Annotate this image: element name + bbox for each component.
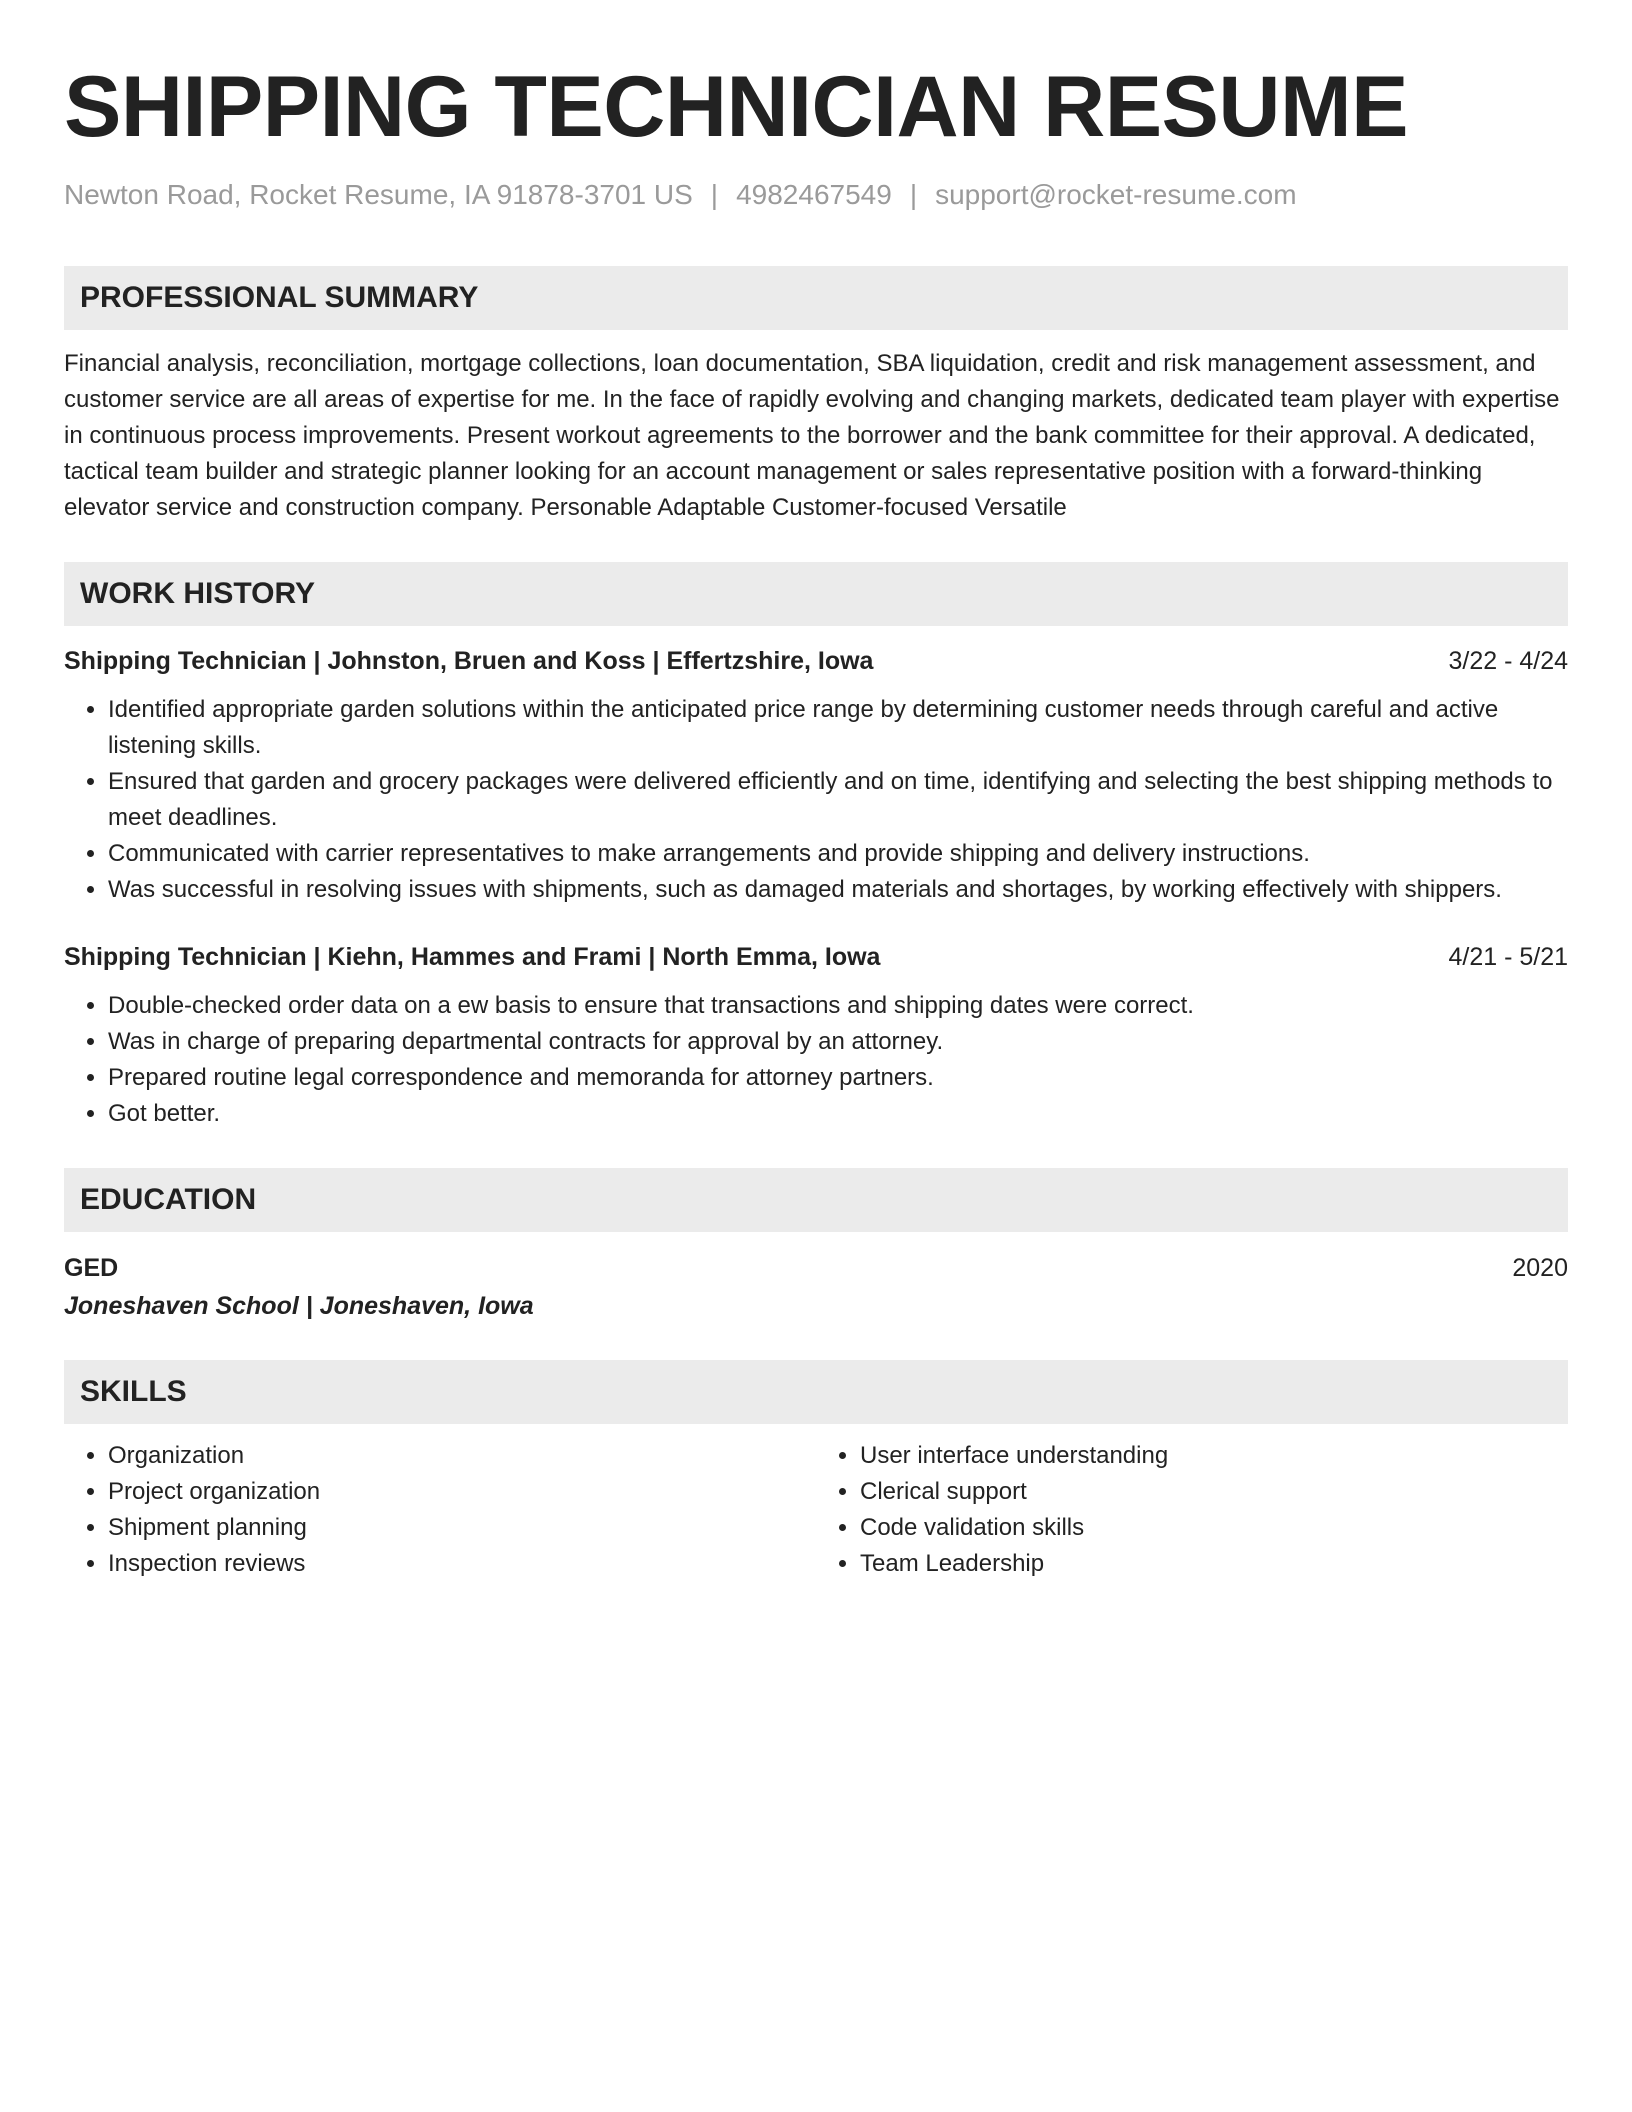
- list-item: • Double-checked order data on a ew basis to ensure that transactions and shipping dates were correct.: [108, 988, 1568, 1024]
- contact-separator: |: [710, 179, 719, 210]
- list-item: • Clerical support: [860, 1474, 1568, 1510]
- job-dates: 3/22 - 4/24: [1448, 646, 1568, 675]
- list-item: • Team Leadership: [860, 1546, 1568, 1582]
- job-bullets: [64, 692, 1568, 908]
- skills-list-left: [64, 1438, 816, 1582]
- list-item: • Organization: [108, 1438, 816, 1474]
- section-heading-summary: PROFESSIONAL SUMMARY: [64, 266, 1568, 330]
- list-item: • Was successful in resolving issues with shipments, such as damaged materials and shortages, by working effectively with shippers.: [108, 872, 1568, 908]
- contact-phone: 4982467549: [736, 179, 892, 210]
- job-header: [64, 940, 1568, 974]
- contact-line: [64, 178, 1568, 212]
- skills-list-right: [816, 1438, 1568, 1582]
- job-title: Shipping Technician | Johnston, Bruen and Koss | Effertzshire, Iowa: [64, 646, 874, 675]
- list-item: • Got better.: [108, 1096, 1568, 1132]
- list-item: • Ensured that garden and grocery packages were delivered efficiently and on time, identifying and selecting the best shipping methods to meet deadlines.: [108, 764, 1568, 836]
- education-header: [64, 1250, 1568, 1286]
- section-heading-education: EDUCATION: [64, 1168, 1568, 1232]
- resume-title: SHIPPING TECHNICIAN RESUME: [64, 59, 1409, 155]
- job-entry: [64, 644, 1568, 908]
- summary-text: Financial analysis, reconciliation, mortgage collections, loan documentation, SBA liquidation, credit and risk management assessment, and customer service are all areas of expertise for me. In the face of rapidly evolving and changing markets, dedicated team player with expertise in continuous process improvements. Present workout agreements to the borrower and the bank committee for their approval. A dedicated, tactical team builder and strategic planner looking for an account management or sales representative position with a forward-thinking elevator service and construction company. Personable Adaptable Customer-focused Versatile: [64, 349, 1560, 521]
- list-item: • Inspection reviews: [108, 1546, 816, 1582]
- education-year: 2020: [1512, 1253, 1568, 1282]
- contact-email: support@rocket-resume.com: [935, 179, 1297, 210]
- skills-columns: [64, 1438, 1568, 1582]
- education-school: Joneshaven School | Joneshaven, Iowa: [64, 1291, 534, 1320]
- list-item: • Communicated with carrier representatives to make arrangements and provide shipping and delivery instructions.: [108, 836, 1568, 872]
- job-title: Shipping Technician | Kiehn, Hammes and Frami | North Emma, Iowa: [64, 942, 881, 971]
- job-dates: 4/21 - 5/21: [1448, 942, 1568, 971]
- list-item: • Code validation skills: [860, 1510, 1568, 1546]
- section-heading-skills: SKILLS: [64, 1360, 1568, 1424]
- list-item: • Project organization: [108, 1474, 816, 1510]
- education-degree: GED: [64, 1253, 119, 1282]
- contact-address: Newton Road, Rocket Resume, IA 91878-3701 US: [64, 179, 693, 210]
- section-heading-work-history: WORK HISTORY: [64, 562, 1568, 626]
- job-header: [64, 644, 1568, 678]
- contact-separator: |: [909, 179, 918, 210]
- list-item: • Was in charge of preparing departmental contracts for approval by an attorney.: [108, 1024, 1568, 1060]
- list-item: • User interface understanding: [860, 1438, 1568, 1474]
- job-entry: [64, 940, 1568, 1132]
- list-item: • Prepared routine legal correspondence and memoranda for attorney partners.: [108, 1060, 1568, 1096]
- job-bullets: [64, 988, 1568, 1132]
- list-item: • Shipment planning: [108, 1510, 816, 1546]
- list-item: • Identified appropriate garden solutions within the anticipated price range by determining customer needs through careful and active listening skills.: [108, 692, 1568, 764]
